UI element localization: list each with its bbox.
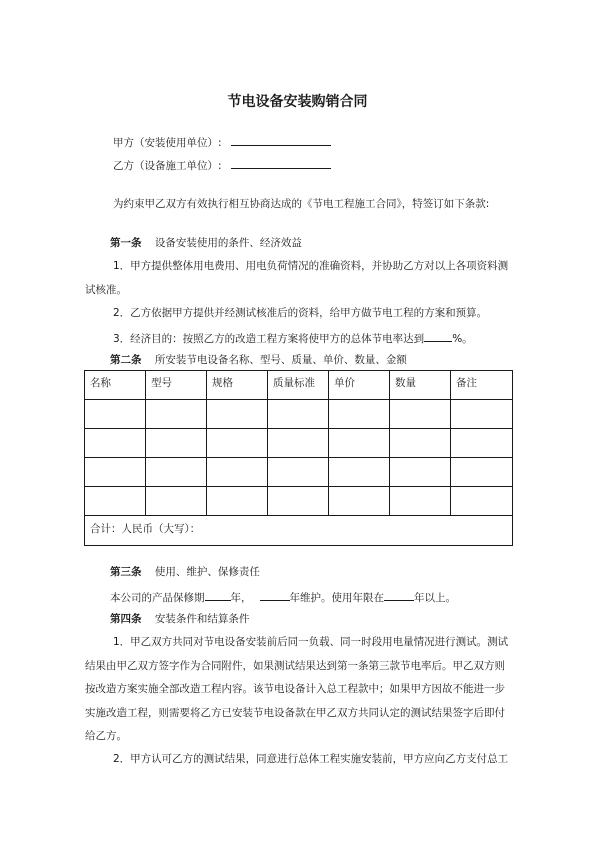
article1-item2: 2．乙方依据甲方提供并经测试核准后的资料，给甲方做节电工程的方案和预算。 xyxy=(113,307,488,319)
party-b-blank xyxy=(231,157,331,169)
table-cell xyxy=(207,429,268,458)
party-b-line xyxy=(113,157,331,173)
table-total-row xyxy=(85,516,513,546)
table-cell xyxy=(451,487,513,516)
table-cell xyxy=(85,429,146,458)
article4-item1-line3: 按改造方案实施全部改造工程内容。该节电设备计入总工程款中；如果甲方因故不能进一步 xyxy=(85,683,505,695)
table-cell xyxy=(451,400,513,429)
article1-title: 设备安装使用的条件、经济效益 xyxy=(154,237,302,249)
article4-heading-line xyxy=(110,612,249,626)
party-a-line xyxy=(113,134,331,150)
article4-item1-line5: 给乙方。 xyxy=(85,730,127,742)
table-row xyxy=(85,458,513,487)
table-cell xyxy=(146,487,207,516)
article4-title: 安装条件和结算条件 xyxy=(154,613,250,625)
table-cell xyxy=(329,487,390,516)
intro-paragraph: 为约束甲乙双方有效执行相互协商达成的《节电工程施工合同》，特签订如下条款: xyxy=(113,198,490,210)
column-header-spec: 规格 xyxy=(207,371,268,400)
table-cell xyxy=(85,458,146,487)
table-cell xyxy=(146,429,207,458)
table-cell xyxy=(268,487,329,516)
table-cell xyxy=(146,400,207,429)
warranty-years-blank xyxy=(205,589,231,601)
article4-item2-line1: 2．甲方认可乙方的测试结果，同意进行总体工程实施安装前，甲方应向乙方支付总工 xyxy=(113,753,509,765)
maintenance-text: 年维护。使用年限在 xyxy=(289,592,384,604)
table-cell xyxy=(451,429,513,458)
table-cell xyxy=(85,487,146,516)
table-header-row xyxy=(85,371,513,400)
column-header-name: 名称 xyxy=(85,371,146,400)
party-a-label: 甲方（安装使用单位）: xyxy=(113,137,222,149)
article1-item3-text: 3．经济目的：按照乙方的改造工程方案将使甲方的总体节电率达到 xyxy=(113,333,425,345)
article4-item1-line4: 实施改造工程，则需要将乙方已安装节电设备款在甲乙双方共同认定的测试结果签字后即付 xyxy=(85,707,505,719)
table-cell xyxy=(329,429,390,458)
article2-title: 所安装节电设备名称、型号、质量、单价、数量、金额 xyxy=(154,354,407,366)
article3-heading: 第三条 xyxy=(110,566,142,578)
table-cell xyxy=(390,429,451,458)
warranty-years-unit: 年， xyxy=(230,592,252,604)
table-cell xyxy=(390,458,451,487)
service-life-blank xyxy=(384,589,414,601)
article3-heading-line xyxy=(110,565,260,579)
article2-heading: 第二条 xyxy=(110,354,142,366)
table-cell xyxy=(390,487,451,516)
column-header-quality: 质量标准 xyxy=(268,371,329,400)
party-a-blank xyxy=(231,134,331,146)
party-b-label: 乙方（设备施工单位）: xyxy=(113,160,222,172)
table-cell xyxy=(85,400,146,429)
column-header-model: 型号 xyxy=(146,371,207,400)
article4-item1-line1: 1．甲乙双方共同对节电设备安装前后同一负载、同一时段用电量情况进行测试。测试 xyxy=(113,636,509,648)
article1-item1-line1: 1．甲方提供整体用电费用、用电负荷情况的准确资料，并协助乙方对以上各项资料测 xyxy=(113,260,509,272)
article3-title: 使用、维护、保修责任 xyxy=(154,566,260,578)
table-cell xyxy=(207,487,268,516)
article4-heading: 第四条 xyxy=(110,613,142,625)
table-cell xyxy=(451,458,513,487)
maintenance-years-blank xyxy=(260,589,290,601)
table-cell xyxy=(207,400,268,429)
table-cell xyxy=(146,458,207,487)
article4-item1-line2: 结果由甲乙双方签字作为合同附件，如果测试结果达到第一条第三款节电率后。甲乙双方则 xyxy=(85,660,505,672)
service-life-end: 年以上。 xyxy=(414,592,456,604)
total-amount-cell: 合计：人民币（大写）： xyxy=(85,516,513,546)
column-header-remarks: 备注 xyxy=(451,371,513,400)
article1-item1-line2: 试核准。 xyxy=(85,284,127,296)
table-cell xyxy=(329,400,390,429)
article1-item3-end: %。 xyxy=(452,333,473,345)
table-cell xyxy=(329,458,390,487)
article2-heading-line xyxy=(110,353,407,367)
table-cell xyxy=(207,458,268,487)
table-cell xyxy=(390,400,451,429)
equipment-table xyxy=(84,370,513,546)
warranty-label: 本公司的产品保修期 xyxy=(110,592,205,604)
article1-item3 xyxy=(113,330,473,346)
page-title: 节电设备安装购销合同 xyxy=(227,94,368,110)
column-header-unit-price: 单价 xyxy=(329,371,390,400)
article1-heading-line xyxy=(110,236,302,250)
table-cell xyxy=(268,458,329,487)
article3-text xyxy=(110,589,456,605)
savings-rate-blank xyxy=(424,330,452,342)
table-cell xyxy=(268,429,329,458)
table-row xyxy=(85,487,513,516)
table-cell xyxy=(268,400,329,429)
table-row xyxy=(85,400,513,429)
article1-heading: 第一条 xyxy=(110,237,142,249)
column-header-quantity: 数量 xyxy=(390,371,451,400)
table-row xyxy=(85,429,513,458)
